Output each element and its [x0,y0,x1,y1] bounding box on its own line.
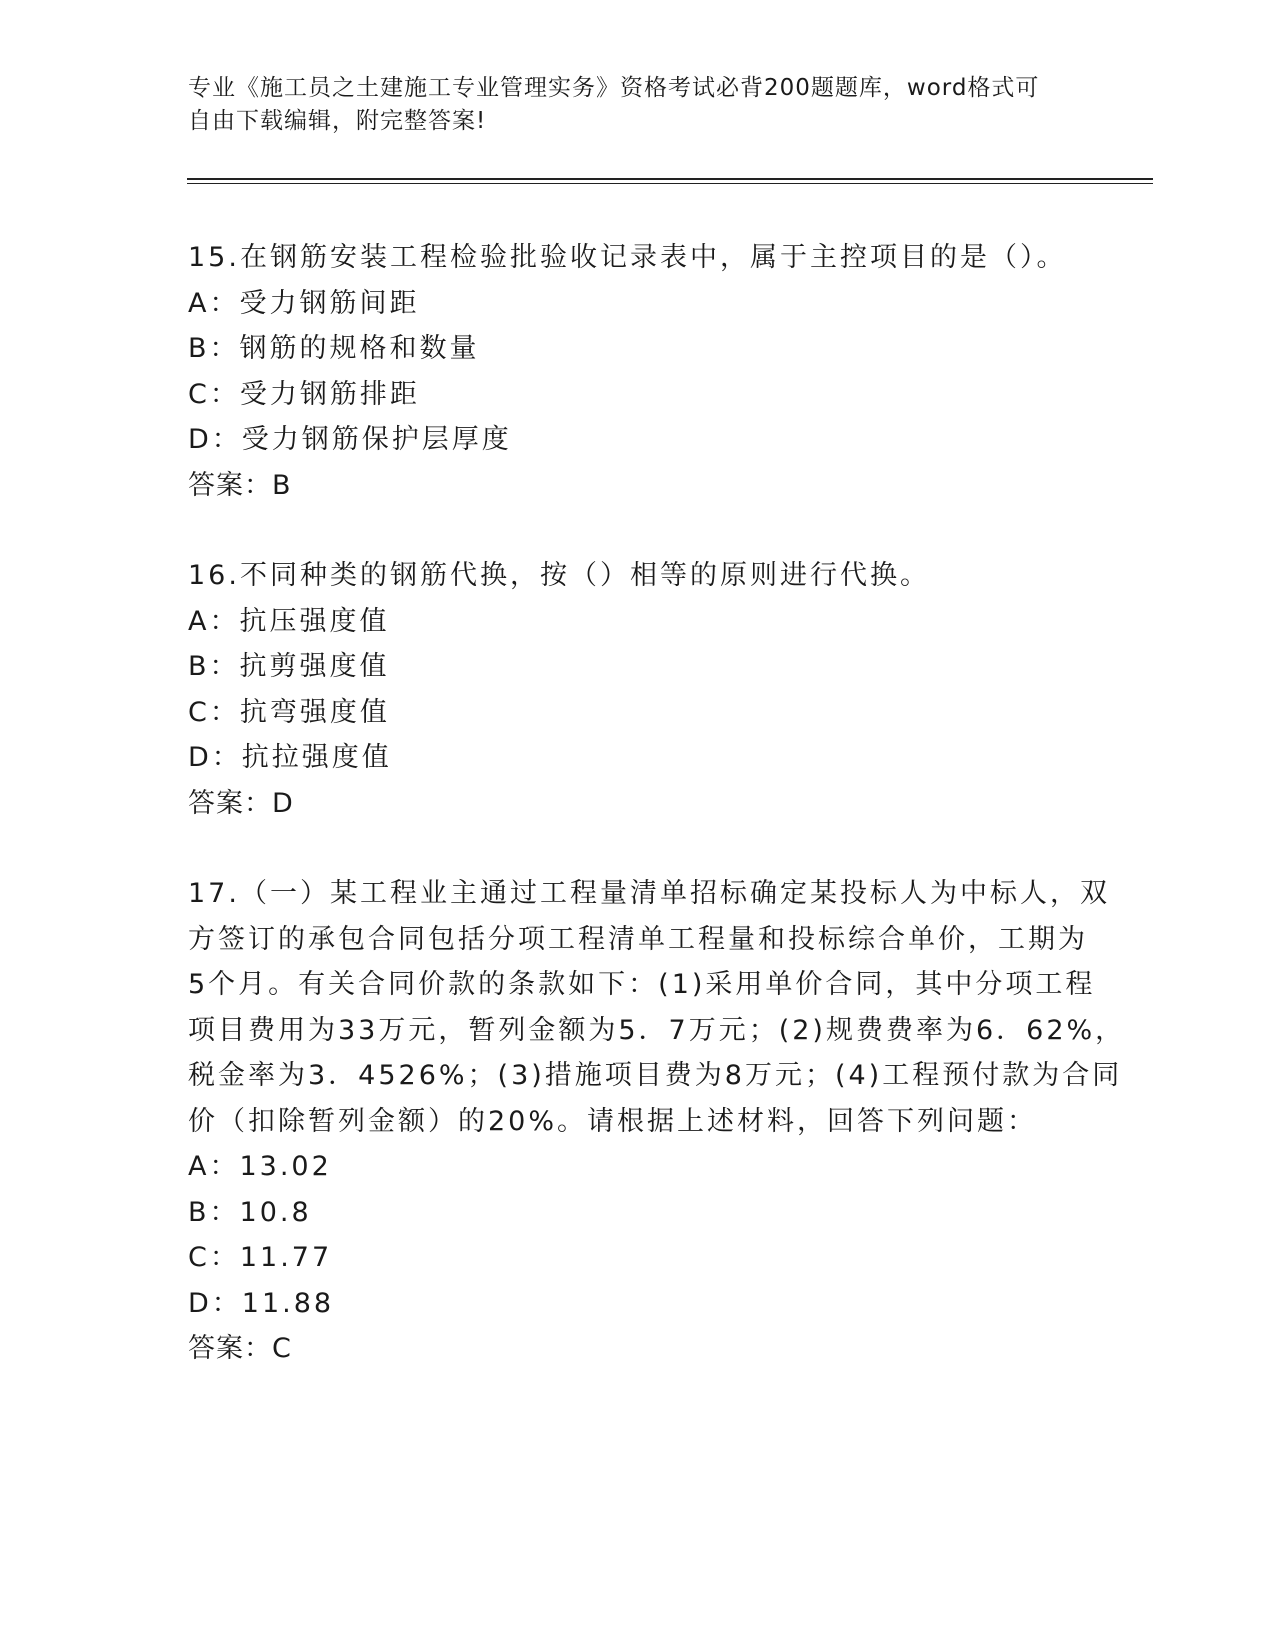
option-b: B：抗剪强度值 [188,651,390,682]
option-c: C：抗弯强度值 [188,696,390,728]
option-c: C：受力钢筋排距 [188,378,420,410]
question-stem: 15.在钢筋安装工程检验批验收记录表中，属于主控项目的是（）。 [188,242,1067,273]
document-header [188,72,1068,138]
question-stem-line-5: 税金率为3．4526%；(3)措施项目费为8万元；(4)工程预付款为合同 [188,1060,1123,1091]
option-c: C：11.77 [188,1242,333,1273]
answer: 答案：B [188,469,292,501]
header-line-1: 专业《施工员之土建施工专业管理实务》资格考试必背200题题库，word格式可 [188,75,1040,101]
header-divider-thin [187,183,1153,184]
option-a: A：13.02 [188,1151,332,1182]
question-17 [188,871,1126,1372]
question-stem-line-6: 价（扣除暂列金额）的20%。请根据上述材料，回答下列问题： [188,1105,1038,1137]
question-stem-line-2: 方签订的承包合同包括分项工程清单工程量和投标综合单价，工期为 [188,923,1088,955]
header-line-2: 自由下载编辑，附完整答案! [188,108,487,134]
question-stem-line-1: 17.（一）某工程业主通过工程量清单招标确定某投标人为中标人，双 [188,878,1110,909]
option-b: B：钢筋的规格和数量 [188,333,480,364]
option-a: A：受力钢筋间距 [188,287,420,319]
question-15 [188,235,1088,508]
answer: 答案：C [188,1333,292,1364]
question-16 [188,553,1088,826]
question-stem-line-4: 项目费用为33万元，暂列金额为5．7万元；(2)规费费率为6．62%， [188,1014,1126,1046]
option-d: D：抗拉强度值 [188,742,392,773]
question-stem-line-3: 5个月。有关合同价款的条款如下：(1)采用单价合同，其中分项工程 [188,969,1096,1000]
option-b: B：10.8 [188,1196,312,1228]
option-d: D：11.88 [188,1287,335,1319]
option-a: A：抗压强度值 [188,605,390,637]
header-divider-thick [187,178,1153,180]
question-stem: 16.不同种类的钢筋代换，按（）相等的原则进行代换。 [188,560,930,591]
option-d: D：受力钢筋保护层厚度 [188,424,512,455]
answer: 答案：D [188,787,294,819]
